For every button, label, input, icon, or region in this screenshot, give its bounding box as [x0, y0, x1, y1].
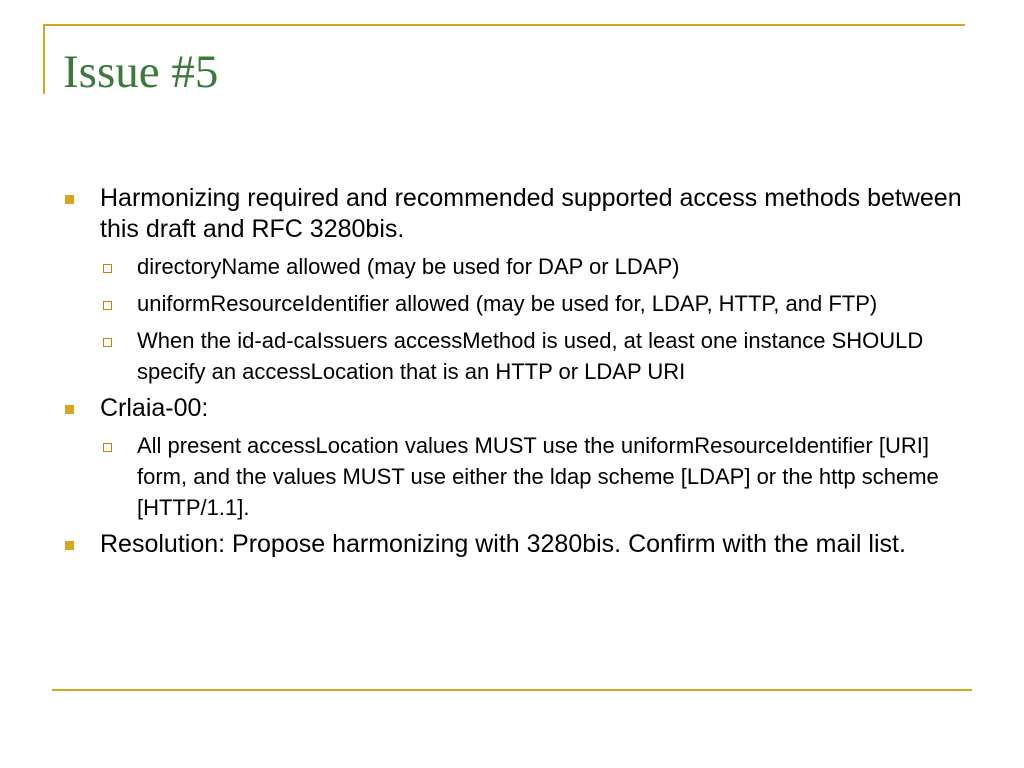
bullet-item [62, 529, 962, 560]
sub-bullet-text: When the id-ad-caIssuers accessMethod is used, at least one instance SHOULD specify an accessLocation that is an HTTP or LDAP URI [137, 328, 924, 384]
filled-square-icon [65, 541, 74, 550]
sub-bullet-text: All present accessLocation values MUST use the uniformResourceIdentifier [URI] form, and the values MUST use either the ldap scheme [LDAP] or the http scheme [HTTP/1.1]. [137, 433, 939, 520]
hollow-square-icon [103, 338, 112, 347]
sub-bullet-item [62, 430, 962, 523]
filled-square-icon [65, 405, 74, 414]
bullet-text: Harmonizing required and recommended supported access methods between this draft and RFC 3280bis. [100, 184, 962, 243]
sub-bullet-item [62, 325, 962, 387]
bullet-text: Crlaia-00: [100, 394, 209, 422]
slide-content [62, 183, 962, 566]
hollow-square-icon [103, 301, 112, 310]
title-frame-top-line [43, 24, 965, 26]
hollow-square-icon [103, 264, 112, 273]
bullet-item [62, 393, 962, 424]
bullet-item [62, 183, 962, 245]
filled-square-icon [65, 195, 74, 204]
sub-bullet-item [62, 251, 962, 282]
footer-divider-line [52, 689, 972, 691]
sub-bullet-text: directoryName allowed (may be used for DAP or LDAP) [137, 254, 680, 279]
sub-bullet-text: uniformResourceIdentifier allowed (may be used for, LDAP, HTTP, and FTP) [137, 291, 878, 316]
title-frame-left-line [43, 24, 45, 94]
bullet-text: Resolution: Propose harmonizing with 3280bis. Confirm with the mail list. [100, 530, 906, 558]
hollow-square-icon [103, 443, 112, 452]
sub-bullet-item [62, 288, 962, 319]
slide-title: Issue #5 [63, 46, 219, 98]
